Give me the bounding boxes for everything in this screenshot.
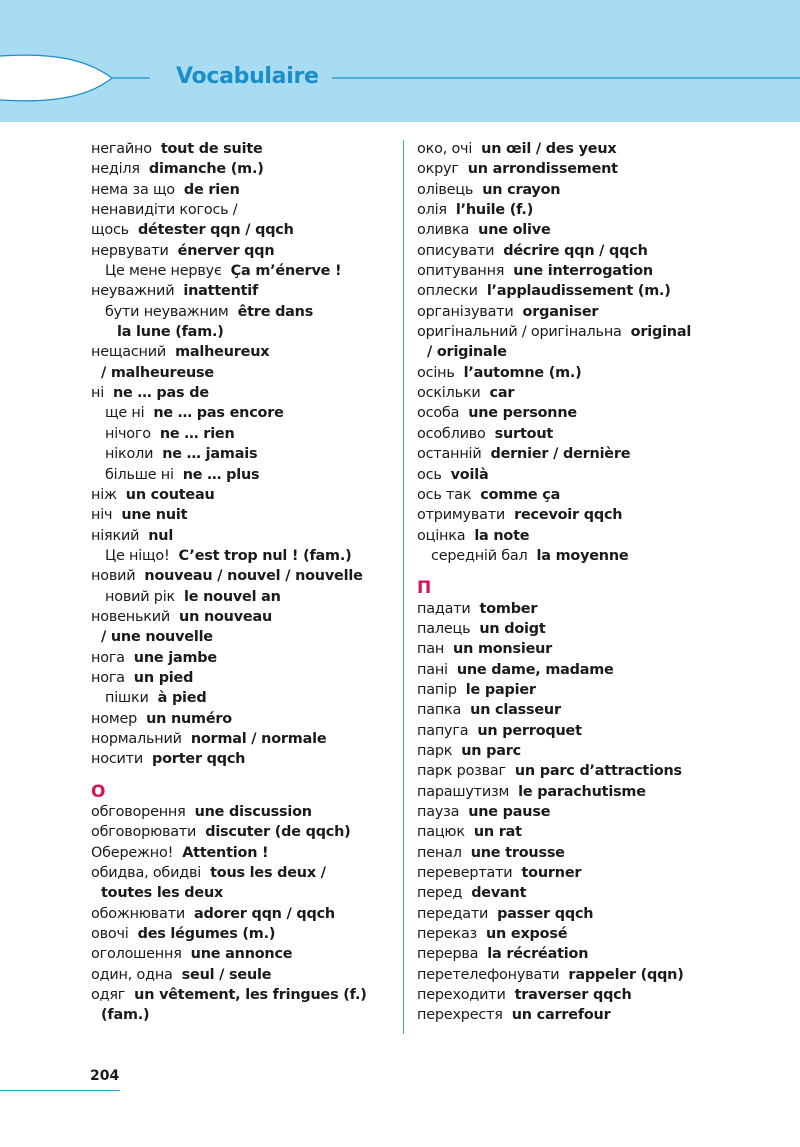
ukrainian-term: парк bbox=[417, 742, 453, 759]
ukrainian-term: ще ні bbox=[105, 405, 145, 422]
ukrainian-term: перехрестя bbox=[417, 1007, 503, 1024]
banner-decoration bbox=[0, 0, 800, 122]
french-translation: de rien bbox=[183, 181, 240, 198]
vocab-entry bbox=[91, 220, 396, 240]
vocab-entry bbox=[417, 944, 795, 964]
vocab-entry bbox=[91, 944, 396, 964]
french-translation: Attention ! bbox=[182, 844, 269, 861]
french-translation: l’automne (m.) bbox=[463, 364, 582, 381]
ukrainian-term: пані bbox=[417, 661, 448, 678]
ukrainian-term: один, одна bbox=[91, 966, 173, 983]
ukrainian-term: ніякий bbox=[91, 527, 140, 544]
ukrainian-term: пішки bbox=[105, 690, 149, 707]
ukrainian-term: осінь bbox=[417, 364, 455, 381]
french-translation: énerver qqn bbox=[177, 242, 275, 259]
vocab-entry bbox=[91, 526, 396, 546]
french-translation: traverser qqch bbox=[514, 987, 632, 1004]
ukrainian-term: перед bbox=[417, 885, 463, 902]
ukrainian-term: ніж bbox=[91, 486, 117, 503]
french-translation: une interrogation bbox=[513, 263, 653, 280]
french-translation: une personne bbox=[468, 405, 577, 422]
vocab-entry bbox=[417, 485, 795, 505]
ukrainian-term: середній бал bbox=[431, 547, 528, 564]
ukrainian-term: пенал bbox=[417, 844, 462, 861]
french-translation: voilà bbox=[450, 466, 489, 483]
vocab-entry bbox=[91, 965, 396, 985]
vocab-entry bbox=[417, 302, 795, 322]
french-translation: un vêtement, les fringues (f.) bbox=[134, 987, 367, 1004]
french-translation: Ça m’énerve ! bbox=[230, 263, 342, 280]
vocab-entry bbox=[417, 281, 795, 301]
vocab-entry bbox=[417, 159, 795, 179]
ukrainian-term: нічого bbox=[105, 425, 151, 442]
french-translation: normal / normale bbox=[190, 730, 327, 747]
vocab-entry bbox=[417, 660, 795, 680]
vocab-entry bbox=[417, 680, 795, 700]
french-translation: un rat bbox=[473, 824, 522, 841]
ukrainian-term: ніч bbox=[91, 507, 113, 524]
ukrainian-term: оливка bbox=[417, 222, 470, 239]
vocab-entry bbox=[91, 688, 396, 708]
vocab-entry bbox=[91, 709, 396, 729]
ukrainian-term: папка bbox=[417, 702, 462, 719]
french-translation: / originale bbox=[427, 344, 507, 361]
vocab-entry bbox=[91, 322, 396, 342]
ukrainian-term: папуга bbox=[417, 722, 469, 739]
ukrainian-term: обожнювати bbox=[91, 905, 186, 922]
vocab-entry bbox=[417, 1005, 795, 1025]
ukrainian-term: особливо bbox=[417, 425, 486, 442]
vocab-entry bbox=[91, 485, 396, 505]
ukrainian-term: номер bbox=[91, 710, 138, 727]
french-translation: passer qqch bbox=[497, 905, 594, 922]
french-translation: un parc bbox=[461, 742, 522, 759]
french-translation: un numéro bbox=[146, 710, 232, 727]
french-translation: adorer qqn / qqch bbox=[194, 905, 335, 922]
vocab-entry bbox=[417, 220, 795, 240]
ukrainian-term: пан bbox=[417, 641, 445, 658]
ukrainian-term: більше ні bbox=[105, 466, 174, 483]
vocab-entry bbox=[91, 648, 396, 668]
french-translation: un pied bbox=[133, 669, 194, 686]
french-translation: ne … pas de bbox=[113, 385, 209, 402]
vocab-entry bbox=[417, 342, 795, 362]
ukrainian-term: палець bbox=[417, 620, 471, 637]
vocabulary-column-right bbox=[417, 139, 795, 1026]
french-translation: l’huile (f.) bbox=[455, 202, 534, 219]
ukrainian-term: оцінка bbox=[417, 527, 466, 544]
ukrainian-term: бути неуважним bbox=[105, 303, 229, 320]
ukrainian-term: оплески bbox=[417, 283, 478, 300]
vocab-entry bbox=[91, 465, 396, 485]
ukrainian-term: падати bbox=[417, 600, 471, 617]
vocab-entry bbox=[417, 363, 795, 383]
vocab-entry bbox=[91, 180, 396, 200]
vocab-entry bbox=[91, 863, 396, 883]
french-translation: rappeler (qqn) bbox=[568, 966, 684, 983]
french-translation: un couteau bbox=[125, 486, 215, 503]
vocab-entry bbox=[91, 587, 396, 607]
vocab-entry bbox=[417, 883, 795, 903]
ukrainian-term: переказ bbox=[417, 926, 478, 943]
vocab-entry bbox=[417, 599, 795, 619]
vocab-entry bbox=[417, 822, 795, 842]
french-translation: seul / seule bbox=[181, 966, 272, 983]
ukrainian-term: носити bbox=[91, 751, 144, 768]
vocab-entry bbox=[91, 261, 396, 281]
ukrainian-term: олія bbox=[417, 202, 447, 219]
vocab-entry bbox=[417, 241, 795, 261]
ukrainian-term: Це ніщо! bbox=[105, 547, 170, 564]
ukrainian-term: оскільки bbox=[417, 385, 481, 402]
ukrainian-term: Обережно! bbox=[91, 844, 174, 861]
french-translation: tous les deux / bbox=[210, 865, 326, 882]
vocab-entry bbox=[91, 403, 396, 423]
french-translation: la moyenne bbox=[536, 547, 629, 564]
french-translation: C’est trop nul ! (fam.) bbox=[178, 547, 352, 564]
vocab-entry bbox=[91, 546, 396, 566]
french-translation: original bbox=[630, 324, 692, 341]
ukrainian-term: нещасний bbox=[91, 344, 167, 361]
vocab-entry bbox=[91, 883, 396, 903]
page-number: 204 bbox=[90, 1068, 120, 1084]
ukrainian-term: ні bbox=[91, 385, 105, 402]
ukrainian-term: оригінальний / оригінальна bbox=[417, 324, 622, 341]
vocab-entry bbox=[417, 200, 795, 220]
vocab-entry bbox=[91, 627, 396, 647]
vocabulary-column-left bbox=[91, 139, 396, 1026]
french-translation: recevoir qqch bbox=[514, 507, 623, 524]
ukrainian-term: овочі bbox=[91, 926, 129, 943]
french-translation: la note bbox=[474, 527, 530, 544]
ukrainian-term: перетелефонувати bbox=[417, 966, 560, 983]
ukrainian-term: обидва, обидві bbox=[91, 865, 202, 882]
vocab-entry bbox=[417, 322, 795, 342]
french-translation: car bbox=[489, 385, 515, 402]
french-translation: le nouvel an bbox=[184, 588, 281, 605]
vocab-entry bbox=[91, 342, 396, 362]
ukrainian-term: обговорювати bbox=[91, 824, 197, 841]
vocab-entry bbox=[91, 668, 396, 688]
french-translation: tourner bbox=[521, 865, 582, 882]
ukrainian-term: негайно bbox=[91, 141, 152, 157]
ukrainian-term: Це мене нервує bbox=[105, 263, 222, 280]
vocab-entry bbox=[91, 159, 396, 179]
ukrainian-term: папір bbox=[417, 681, 457, 698]
french-translation: un parc d’attractions bbox=[514, 763, 682, 780]
french-translation: devant bbox=[471, 885, 527, 902]
french-translation: une trousse bbox=[470, 844, 565, 861]
ukrainian-term: перевертати bbox=[417, 865, 513, 882]
ukrainian-term: нога bbox=[91, 669, 125, 686]
french-translation: ne … jamais bbox=[162, 446, 258, 463]
vocab-entry bbox=[91, 200, 396, 220]
ukrainian-term: отримувати bbox=[417, 507, 506, 524]
french-translation: un perroquet bbox=[477, 722, 582, 739]
vocab-entry bbox=[91, 822, 396, 842]
french-translation: / malheureuse bbox=[101, 364, 214, 381]
vocab-entry bbox=[417, 261, 795, 281]
french-translation: le parachutisme bbox=[518, 783, 646, 800]
french-translation: surtout bbox=[494, 425, 554, 442]
french-translation: à pied bbox=[157, 690, 207, 707]
french-translation: décrire qqn / qqch bbox=[503, 242, 648, 259]
french-translation: des légumes (m.) bbox=[137, 926, 276, 943]
french-translation: ne … pas encore bbox=[153, 405, 284, 422]
vocab-entry bbox=[91, 505, 396, 525]
vocab-entry bbox=[417, 965, 795, 985]
ukrainian-term: неділя bbox=[91, 161, 140, 178]
ukrainian-term: ось так bbox=[417, 486, 472, 503]
vocab-entry bbox=[417, 761, 795, 781]
vocab-entry bbox=[91, 241, 396, 261]
french-translation: une dame, madame bbox=[456, 661, 614, 678]
ukrainian-term: округ bbox=[417, 161, 459, 178]
ukrainian-term: нема за що bbox=[91, 181, 175, 198]
ukrainian-term: останній bbox=[417, 446, 482, 463]
french-translation: un œil / des yeux bbox=[481, 141, 617, 157]
french-translation: la récréation bbox=[487, 946, 589, 963]
vocab-entry bbox=[91, 566, 396, 586]
french-translation: tout de suite bbox=[160, 141, 263, 157]
vocab-entry bbox=[417, 619, 795, 639]
ukrainian-term: передати bbox=[417, 905, 489, 922]
ukrainian-term: новий bbox=[91, 568, 136, 585]
french-translation: nul bbox=[148, 527, 174, 544]
ukrainian-term: одяг bbox=[91, 987, 126, 1004]
vocab-entry bbox=[417, 924, 795, 944]
vocab-entry bbox=[91, 444, 396, 464]
page-title: Vocabulaire bbox=[176, 64, 319, 89]
ukrainian-term: описувати bbox=[417, 242, 495, 259]
vocab-entry bbox=[417, 383, 795, 403]
french-translation: ne … rien bbox=[159, 425, 235, 442]
french-translation: discuter (de qqch) bbox=[205, 824, 351, 841]
ukrainian-term: щось bbox=[91, 222, 129, 239]
vocab-entry bbox=[91, 1005, 396, 1025]
vocab-entry bbox=[91, 924, 396, 944]
french-translation: une nuit bbox=[121, 507, 188, 524]
vocab-entry bbox=[417, 526, 795, 546]
french-translation: comme ça bbox=[480, 486, 561, 503]
vocab-entry bbox=[417, 180, 795, 200]
french-translation: un arrondissement bbox=[467, 161, 618, 178]
french-translation: malheureux bbox=[175, 344, 270, 361]
ukrainian-term: пауза bbox=[417, 804, 460, 820]
french-translation: ne … plus bbox=[182, 466, 260, 483]
vocab-entry bbox=[91, 139, 396, 159]
vocab-entry bbox=[417, 424, 795, 444]
section-letter: О bbox=[91, 781, 106, 802]
vocab-entry bbox=[91, 302, 396, 322]
vocab-entry bbox=[91, 729, 396, 749]
french-translation: détester qqn / qqch bbox=[137, 222, 294, 239]
french-translation: un exposé bbox=[486, 926, 568, 943]
french-translation: toutes les deux bbox=[101, 885, 224, 902]
vocab-entry bbox=[91, 802, 396, 822]
banner-wave-shape bbox=[0, 55, 112, 101]
french-translation: (fam.) bbox=[101, 1007, 150, 1024]
french-translation: organiser bbox=[522, 303, 599, 320]
vocab-entry bbox=[417, 444, 795, 464]
vocab-entry bbox=[417, 403, 795, 423]
ukrainian-term: новий рік bbox=[105, 588, 175, 605]
french-translation: être dans bbox=[237, 303, 314, 320]
vocab-entry bbox=[91, 843, 396, 863]
french-translation: un classeur bbox=[470, 702, 561, 719]
french-translation: une olive bbox=[478, 222, 551, 239]
vocab-entry bbox=[91, 383, 396, 403]
vocab-entry bbox=[417, 465, 795, 485]
ukrainian-term: ніколи bbox=[105, 446, 154, 463]
french-translation: l’applaudissement (m.) bbox=[486, 283, 671, 300]
ukrainian-term: переходити bbox=[417, 987, 506, 1004]
vocab-entry bbox=[417, 802, 795, 822]
ukrainian-term: опитування bbox=[417, 263, 505, 280]
ukrainian-term: парк розваг bbox=[417, 763, 506, 780]
french-translation: un carrefour bbox=[511, 1007, 611, 1024]
ukrainian-term: ненавидіти когось / bbox=[91, 202, 238, 219]
french-translation: un monsieur bbox=[453, 641, 553, 658]
vocab-entry bbox=[417, 985, 795, 1005]
french-translation: une pause bbox=[468, 804, 551, 820]
ukrainian-term: перерва bbox=[417, 946, 479, 963]
ukrainian-term: обговорення bbox=[91, 804, 186, 820]
vocab-entry bbox=[417, 782, 795, 802]
vocab-entry bbox=[91, 985, 396, 1005]
vocab-entry bbox=[417, 546, 795, 566]
vocab-entry bbox=[417, 904, 795, 924]
french-translation: / une nouvelle bbox=[101, 629, 213, 646]
ukrainian-term: нога bbox=[91, 649, 125, 666]
ukrainian-term: нервувати bbox=[91, 242, 169, 259]
ukrainian-term: пацюк bbox=[417, 824, 465, 841]
vocab-entry bbox=[417, 700, 795, 720]
ukrainian-term: ось bbox=[417, 466, 442, 483]
vocab-entry bbox=[417, 505, 795, 525]
french-translation: un nouveau bbox=[179, 608, 273, 625]
ukrainian-term: око, очі bbox=[417, 141, 473, 157]
french-translation: un crayon bbox=[482, 181, 561, 198]
french-translation: inattentif bbox=[183, 283, 259, 300]
french-translation: dimanche (m.) bbox=[148, 161, 264, 178]
vocab-entry bbox=[91, 904, 396, 924]
french-translation: une annonce bbox=[190, 946, 293, 963]
french-translation: la lune (fam.) bbox=[117, 324, 224, 341]
vocab-entry bbox=[417, 639, 795, 659]
vocab-entry bbox=[91, 363, 396, 383]
french-translation: une discussion bbox=[194, 804, 312, 820]
column-divider bbox=[403, 140, 404, 1034]
vocab-entry bbox=[417, 721, 795, 741]
french-translation: porter qqch bbox=[152, 751, 246, 768]
footer-rule bbox=[0, 1090, 120, 1091]
french-translation: tomber bbox=[479, 600, 538, 617]
french-translation: une jambe bbox=[133, 649, 217, 666]
ukrainian-term: організувати bbox=[417, 303, 514, 320]
french-translation: le papier bbox=[465, 681, 536, 698]
vocab-entry bbox=[417, 863, 795, 883]
section-letter: П bbox=[417, 578, 432, 599]
vocab-entry bbox=[91, 607, 396, 627]
vocab-entry bbox=[417, 843, 795, 863]
ukrainian-term: оголошення bbox=[91, 946, 182, 963]
ukrainian-term: нормальний bbox=[91, 730, 182, 747]
vocab-entry bbox=[417, 741, 795, 761]
ukrainian-term: неуважний bbox=[91, 283, 175, 300]
header-banner bbox=[0, 0, 800, 122]
ukrainian-term: парашутизм bbox=[417, 783, 510, 800]
ukrainian-term: новенький bbox=[91, 608, 171, 625]
french-translation: nouveau / nouvel / nouvelle bbox=[144, 568, 363, 585]
vocab-entry bbox=[91, 424, 396, 444]
vocab-entry bbox=[91, 281, 396, 301]
vocab-entry bbox=[91, 749, 396, 769]
ukrainian-term: олівець bbox=[417, 181, 474, 198]
french-translation: dernier / dernière bbox=[490, 446, 631, 463]
ukrainian-term: особа bbox=[417, 405, 460, 422]
french-translation: un doigt bbox=[479, 620, 546, 637]
vocab-entry bbox=[417, 139, 795, 159]
